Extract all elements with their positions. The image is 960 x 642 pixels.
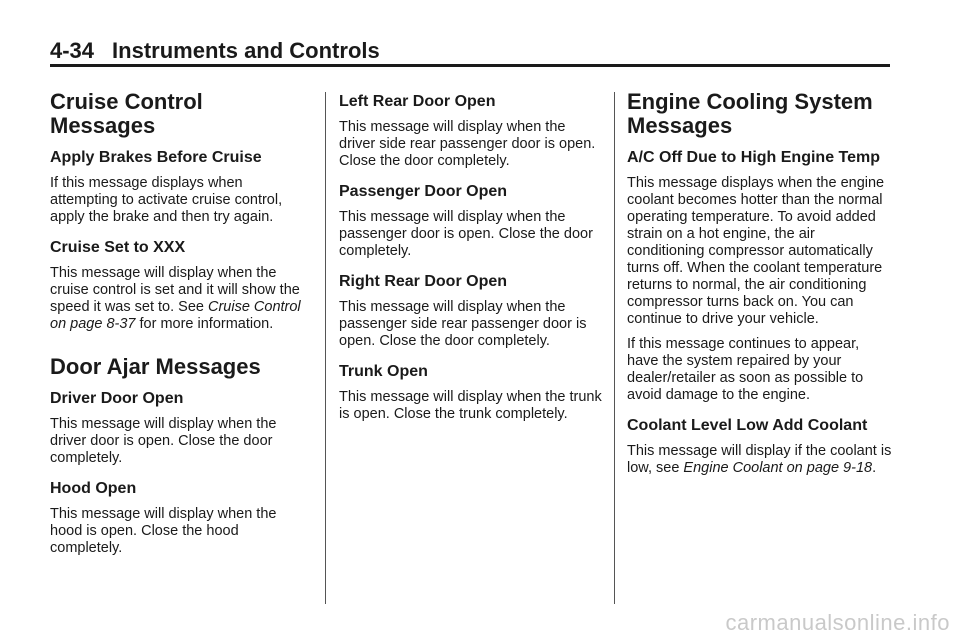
header-rule (50, 64, 890, 67)
heading-right-rear-door: Right Rear Door Open (339, 273, 508, 290)
text-driver-door: This message will display when the driver door is open. Close the door completely. (50, 416, 277, 466)
section-heading-door-ajar: Door Ajar Messages (50, 354, 261, 379)
heading-apply-brakes: Apply Brakes Before Cruise (50, 149, 262, 166)
column-1 (50, 86, 312, 557)
column-divider-2 (614, 92, 615, 604)
text-hood-open: This message will display when the hood is open. Close the hood completely. (50, 506, 277, 556)
heading-left-rear-door: Left Rear Door Open (339, 93, 496, 110)
cross-reference-link[interactable]: Engine Coolant on page 9-18 (683, 460, 873, 476)
cross-reference-link[interactable]: Cruise Control on page 8-37 (50, 299, 301, 332)
heading-passenger-door: Passenger Door Open (339, 183, 508, 200)
text-ac-off: This message displays when the engine coolant becomes hotter than the normal operating temperature. To avoid added strain on a hot engine, the air conditioning compressor automatically turns off. When the coolant temperature returns to normal, the air conditioning compressor turns back on. You can continue to drive your vehicle. (627, 175, 885, 327)
heading-trunk-open: Trunk Open (339, 363, 428, 380)
text-apply-brakes: If this message displays when attempting to activate cruise control, apply the brake and then try again. (50, 175, 283, 225)
heading-ac-off: A/C Off Due to High Engine Temp (627, 149, 881, 166)
page-number: 4-34 (50, 38, 95, 63)
heading-hood-open: Hood Open (50, 480, 137, 497)
text-right-rear-door: This message will display when the passenger side rear passenger door is open. Close the door completely. (339, 299, 587, 349)
heading-cruise-set: Cruise Set to XXX (50, 239, 186, 256)
text-left-rear-door: This message will display when the driver side rear passenger door is open. Close the door completely. (339, 119, 596, 169)
page-title: Instruments and Controls (112, 38, 380, 63)
text-coolant-low: This message will display if the coolant is low, see Engine Coolant on page 9-18. (627, 443, 892, 476)
section-heading-engine-cooling: Engine Cooling System Messages (627, 89, 873, 138)
text-cruise-set: This message will display when the cruise control is set and it will show the speed it was set to. See Cruise Control on page 8-37 for more information. (50, 265, 301, 332)
section-heading-cruise: Cruise Control Messages (50, 89, 203, 138)
column-divider-1 (325, 92, 326, 604)
column-2 (339, 86, 603, 423)
watermark: carmanualsonline.info (725, 610, 950, 635)
page-header (50, 38, 890, 64)
text-ac-off-continued: If this message continues to appear, have the system repaired by your dealer/retailer as soon as possible to avoid damage to the engine. (627, 336, 864, 403)
column-3 (627, 86, 893, 477)
text-passenger-door: This message will display when the passenger door is open. Close the door completely. (339, 209, 593, 259)
text-trunk-open: This message will display when the trunk is open. Close the trunk completely. (339, 389, 602, 422)
heading-coolant-low: Coolant Level Low Add Coolant (627, 417, 868, 434)
heading-driver-door: Driver Door Open (50, 390, 184, 407)
